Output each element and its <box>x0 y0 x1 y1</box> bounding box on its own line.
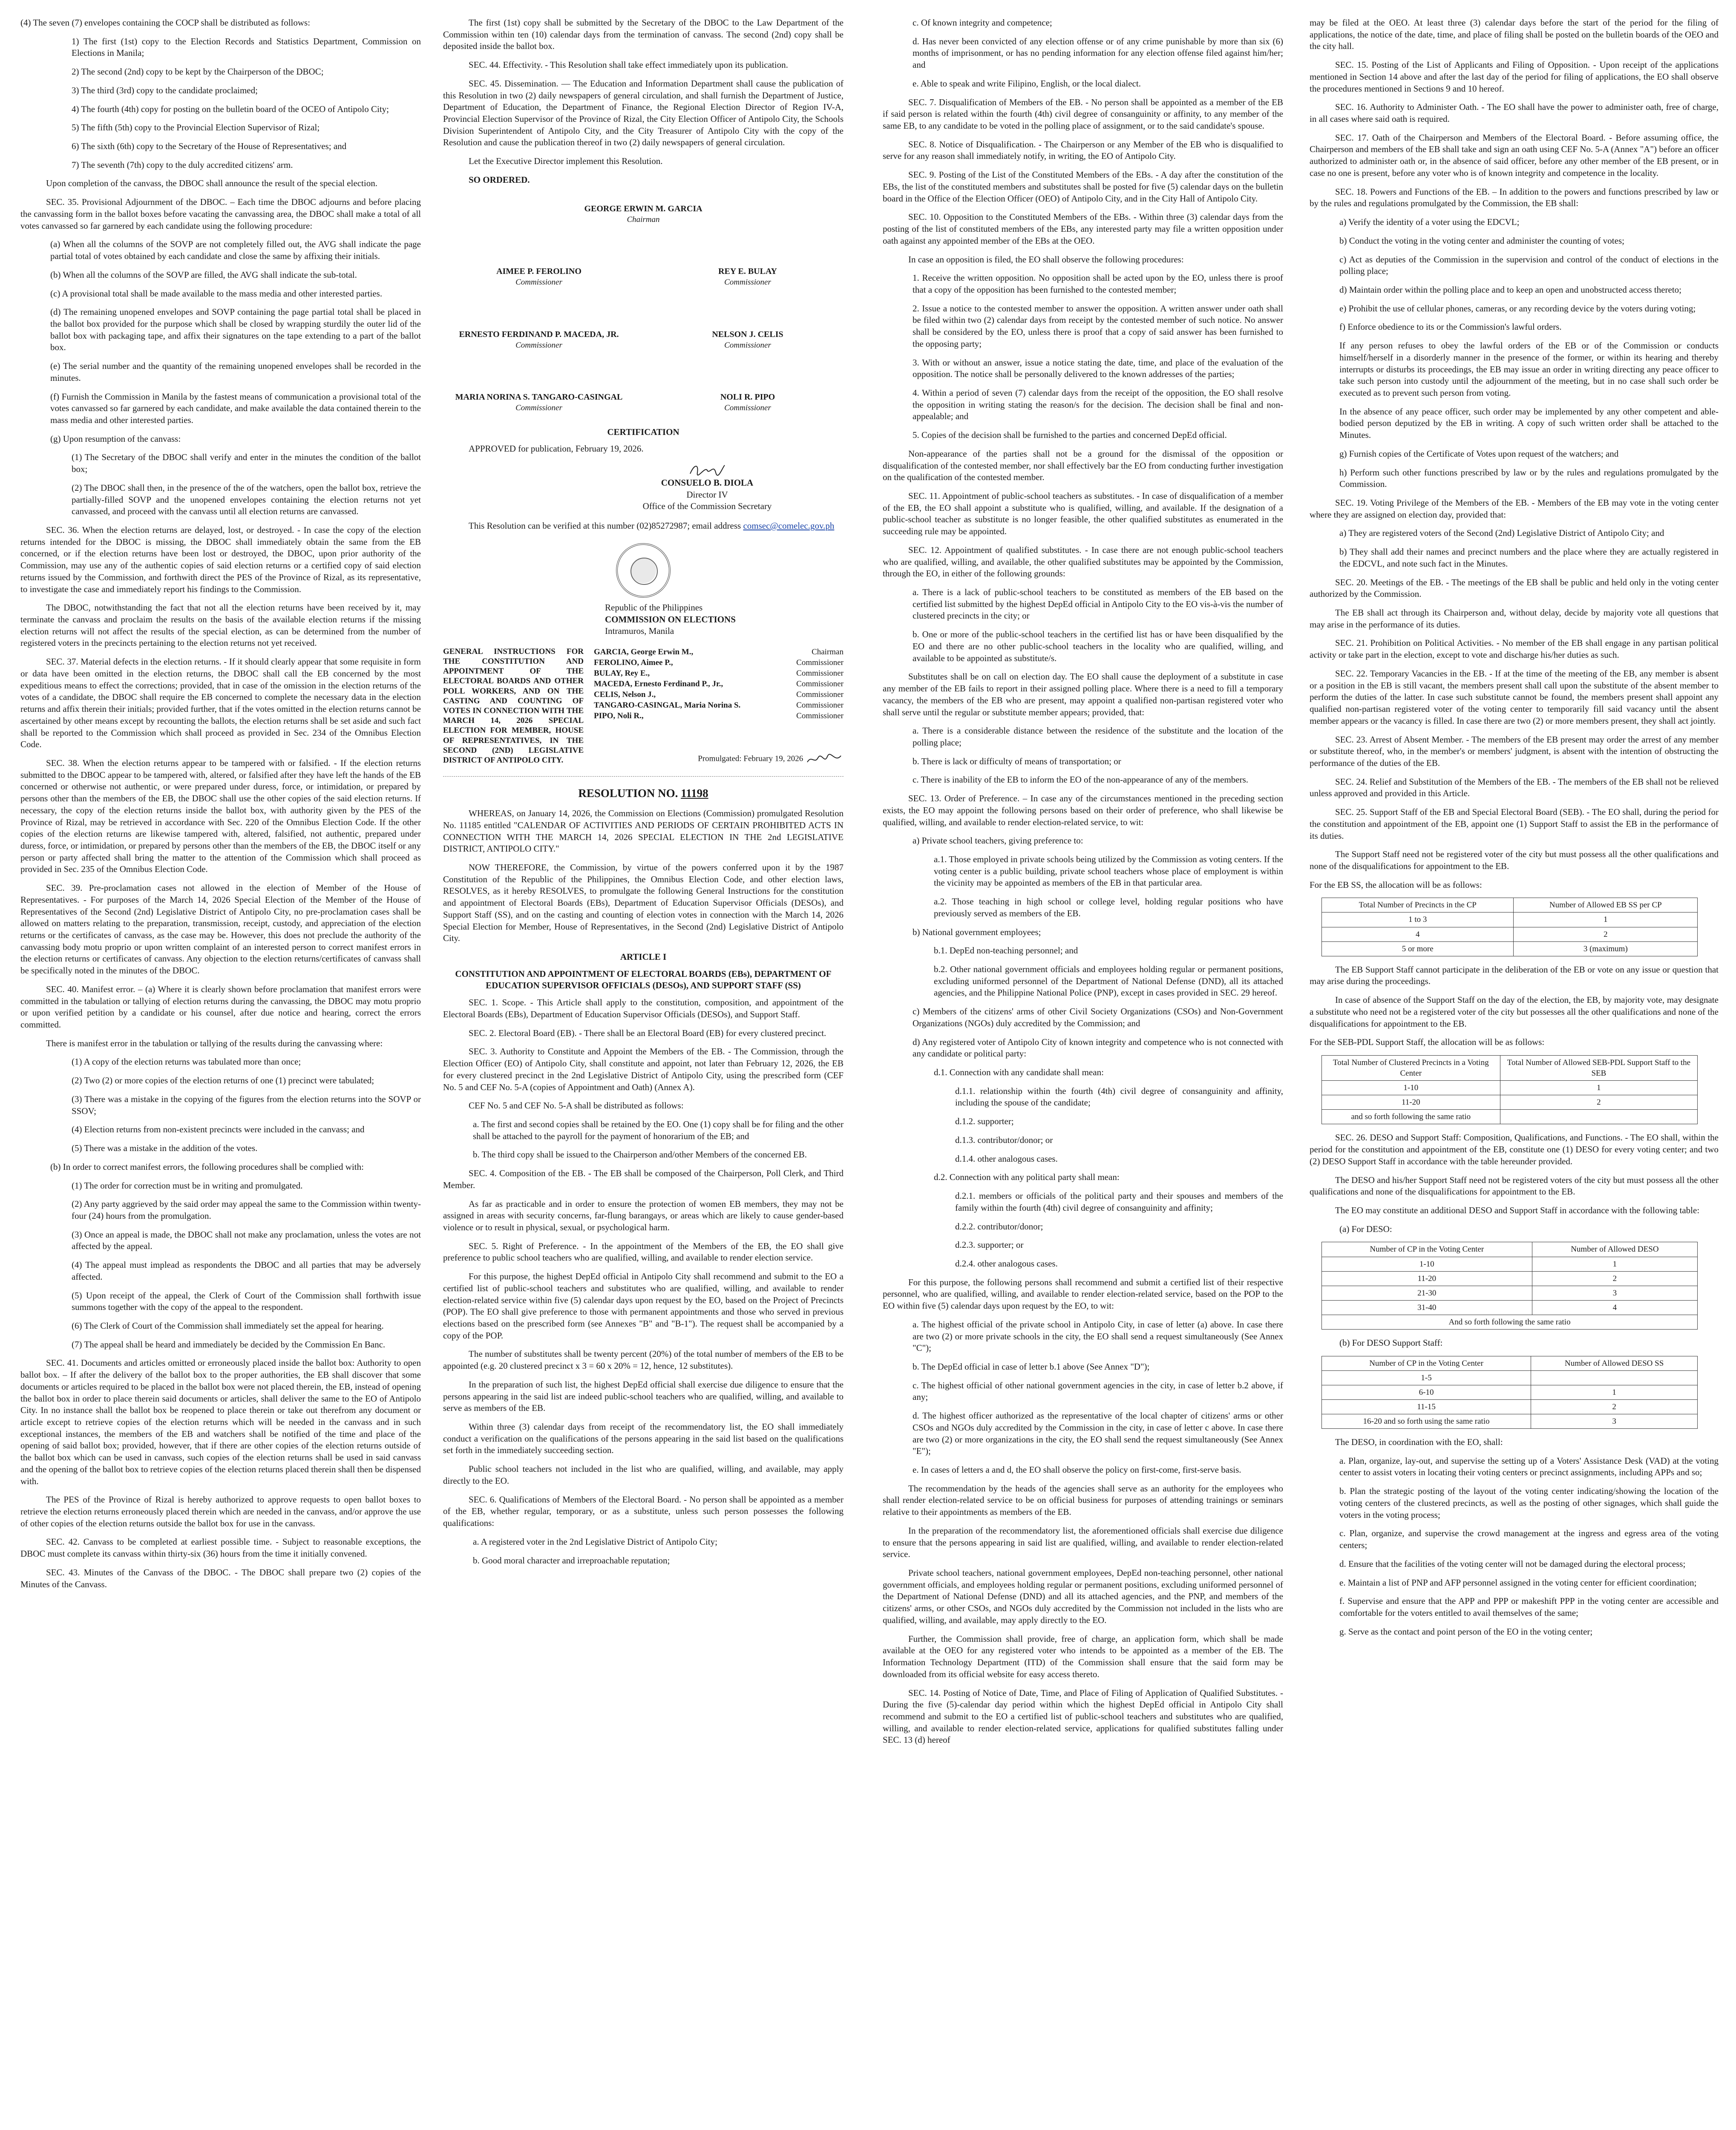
section-25: SEC. 25. Support Staff of the EB and Special Electoral Board (SEB). - The EO shall, during the period for the constitution and appointment of the EB, appoint one (1) Support Staff to assist the EB in the performance of its duties. <box>1310 807 1719 841</box>
list-item: g) Furnish copies of the Certificate of Votes upon request of the watchers; and <box>1339 448 1619 459</box>
table-cell: 5 or more <box>1322 941 1514 956</box>
comelec-seal-icon <box>616 543 671 598</box>
list-item: e. In cases of letters a and d, the EO shall observe the policy on first-come, first-serve basis. <box>913 1465 1241 1475</box>
list-item: d) Maintain order within the polling place and to keep an open and unobstructed access thereto; <box>1339 284 1681 295</box>
table-cell: 4 <box>1532 1300 1698 1315</box>
list-item: a) Verify the identity of a voter using the EDCVL; <box>1339 217 1520 227</box>
list-item: (1) The Secretary of the DBOC shall verify and enter in the minutes the condition of the ballot box; <box>72 452 421 475</box>
list-item: a.1. Those employed in private schools being utilized by the Commission as voting centers. If the voting center is a public building, private school teachers whose place of employment is within the vicinity may be appointed as members of the EB in that particular area. <box>934 854 1283 888</box>
member-title: Commissioner <box>796 690 844 699</box>
column-header: Number of Allowed DESO SS <box>1531 1356 1698 1370</box>
signatory-title: Commissioner <box>515 340 562 350</box>
list-item: 1) The first (1st) copy to the Election Records and Statistics Department, Commission on Elections in Manila; <box>72 36 421 58</box>
section-38: SEC. 38. When the election returns appear to be tampered with or falsified. - If the election returns submitted to the DBOC appear to be tampered with, altered, or falsified after they have left the hands of the EB concerned or otherwise not authentic, or were prepared under duress, force, or intimidation, or prepared by persons other than the members of the EB, the DBOC shall use the other copies of the said election returns. If necessary, the copy of the election returns inside the ballot box, with authority given by the PES of the Province of Rizal, may be retrieved in accordance with Sec. 220 of the Omnibus Election Code. If the other copies of the election returns are likewise tampered with, altered, falsified, not authentic, prepared under duress, force, or intimidation, or prepared by persons other than the members of the EB, the DBOC itself or any person or party affected shall bring the matter to the attention of the Commission which shall proceed as provided in Sec. 235 of the Omnibus Election Code. <box>20 757 421 875</box>
paragraph: In the preparation of such list, the highest DepEd official shall exercise due diligence to ensure that the persons appearing in the said list are indeed public-school teachers who are qualified, willing, and available to serve as members of the EB. <box>443 1379 844 1413</box>
section-6: SEC. 6. Qualifications of Members of the Electoral Board. - No person shall be appointed as a member of the EB, whether regular, temporary, or as a substitute, unless such person possesses the following qualifications: <box>443 1494 844 1528</box>
list-item: a. Plan, organize, lay-out, and supervise the setting up of a Voters' Assistance Desk (VAD) at the voting center to assist voters in locating their voting centers or precinct assignments, including APPs and so; <box>1339 1455 1719 1478</box>
column-header: Total Number of Precincts in the CP <box>1322 898 1514 912</box>
signatories <box>443 203 844 414</box>
table-row <box>1322 1286 1698 1300</box>
section-1: SEC. 1. Scope. - This Article shall apply to the constitution, composition, and appointment of the Electoral Boards (EBs), Department of Education Supervisor Officials (DESOs), and Support Staff. <box>443 997 844 1019</box>
member-row <box>594 689 844 700</box>
list-item: d.1.1. relationship within the fourth (4th) civil degree of consanguinity and affinity, including the spouse of the candidate; <box>955 1085 1283 1108</box>
member-name: TANGARO-CASINGAL, Maria Norina S. <box>594 701 741 710</box>
table-row <box>1322 941 1698 956</box>
section-42: SEC. 42. Canvass to be completed at earliest possible time. - Subject to reasonable exceptions, the DBOC must complete its canvass within thirty-six (36) hours from the time it initially convened. <box>20 1537 421 1559</box>
list-item: b) Conduct the voting in the voting center and administer the counting of votes; <box>1339 235 1624 246</box>
list-item: c. Of known integrity and competence; <box>913 17 1052 28</box>
member-title: Commissioner <box>796 701 844 710</box>
list-item: c. There is inability of the EB to inform the EO of the non-appearance of any of the members. <box>913 774 1249 785</box>
list-item: (1) The order for correction must be in writing and promulgated. <box>72 1180 303 1191</box>
list-item: d.2.4. other analogous cases. <box>955 1258 1058 1269</box>
section-24: SEC. 24. Relief and Substitution of the Members of the EB. - The members of the EB shall not be relieved unless approved and provided in this Article. <box>1310 776 1719 799</box>
table-cell: 11-20 <box>1322 1095 1500 1110</box>
list-item: 6) The sixth (6th) copy to the Secretary of the House of Representatives; and <box>72 141 347 152</box>
member-name: BULAY, Rey E., <box>594 669 650 678</box>
paragraph: The EB shall act through its Chairperson and, without delay, decide by majority vote all questions that may arise in the performance of its duties. <box>1310 607 1719 630</box>
list-item: (b) For DESO Support Staff: <box>1339 1337 1443 1348</box>
certifier-title: Director IV <box>686 489 728 500</box>
section-21: SEC. 21. Prohibition on Political Activities. - No member of the EB shall engage in any partisan political activity or take part in the election, except to vote and discharge his/her duties as such. <box>1310 638 1719 660</box>
paragraph: (4) The seven (7) envelopes containing the COCP shall be distributed as follows: <box>20 17 311 28</box>
certification-heading: CERTIFICATION <box>607 426 679 437</box>
list-item: b.1. DepEd non-teaching personnel; and <box>934 945 1078 956</box>
section-36: SEC. 36. When the election returns are delayed, lost, or destroyed. - In case the copy of the election returns intended for the DBOC is missing, the DBOC shall immediately obtain the same from the EB concerned, or if the election returns have been lost or destroyed, the DBOC, upon prior authority of the Commission, may use any of the authentic copies of said election returns or a certified copy of said election returns issued by the Commission, and forthwith direct the PES of the Province of Rizal, as its representative, to investigate the case and immediately report his findings to the Commission. <box>20 525 421 594</box>
list-item: c) Act as deputies of the Commission in the supervision and control of the conduct of elections in the polling place; <box>1339 254 1719 276</box>
column-4 <box>1310 17 1719 2130</box>
table-cell: 1-10 <box>1322 1081 1500 1095</box>
table-cell: 1 <box>1532 1257 1698 1271</box>
table-row <box>1322 927 1698 941</box>
member-row <box>594 711 844 721</box>
paragraph: The EB Support Staff cannot participate in the deliberation of the EB or vote on any issue or question that may arise during the proceedings. <box>1310 964 1719 987</box>
signatory-name: NELSON J. CELIS <box>712 329 783 339</box>
list-item: d.1.4. other analogous cases. <box>955 1153 1058 1164</box>
paragraph: Let the Executive Director implement this Resolution. <box>469 156 663 167</box>
paragraph: Non-appearance of the parties shall not be a ground for the dismissal of the opposition or disqualification of the contested member, nor shall effectively bar the EO from conducting further investigation on the qualification of the contested member. <box>883 448 1283 483</box>
list-item: (b) When all the columns of the SOVP are filled, the AVG shall indicate the sub-total. <box>50 269 357 280</box>
table-cell: 1 to 3 <box>1322 912 1514 927</box>
signatory-name: AIMEE P. FEROLINO <box>496 267 582 276</box>
signatory <box>652 266 844 288</box>
verification-label: This Resolution can be verified at this number (02)85272987; email address <box>469 521 741 531</box>
list-item: e. Able to speak and write Filipino, English, or the local dialect. <box>913 78 1141 89</box>
paragraph: The PES of the Province of Rizal is hereby authorized to approve requests to open ballot boxes to retrieve the election returns erroneously placed therein which are needed in the canvass, and/or approve the use of other copies of the election returns outside the ballot box for use in the canvass. <box>20 1494 421 1528</box>
paragraph: Within three (3) calendar days from receipt of the recommendatory list, the EO shall immediately conduct a verification on the qualifications of the persons appearing in the said list based on the qualifications set forth in the immediately succeeding section. <box>443 1422 844 1456</box>
signatory-name: ERNESTO FERDINAND P. MACEDA, JR. <box>459 329 619 339</box>
certifier-office: Office of the Commission Secretary <box>642 501 772 512</box>
list-item: g. Serve as the contact and point person of the EO in the voting center; <box>1339 1626 1593 1637</box>
list-item: a. The highest official of the private school in Antipolo City, in case of letter (a) above. In case there are two (2) or more private schools in the city, the EO shall send a request simultaneously (See Annex "C"); <box>913 1319 1283 1353</box>
list-item: (2) The DBOC shall then, in the presence of the of the watchers, open the ballot box, retrieve the partially-filled SOVP and the unopened envelopes containing the election returns not yet canvassed, and proceed with the canvass until all election returns are canvassed. <box>72 482 421 517</box>
member-name: CELIS, Nelson J., <box>594 690 656 699</box>
email-link[interactable]: comsec@comelec.gov.ph <box>743 521 835 531</box>
list-item: 2) The second (2nd) copy to be kept by the Chairperson of the DBOC; <box>72 66 324 77</box>
section-9: SEC. 9. Posting of the List of the Constituted Members of the EBs. - A day after the constitution of the EBs, the list of the constituted members and substitutes shall be posted for five (5) calendar days on the bulletin board in the Office of the Election Officer (OEO) of Antipolo City, and in the City Hall of Antipolo City. <box>883 170 1283 204</box>
paragraph: Substitutes shall be on call on election day. The EO shall cause the deployment of a substitute in case any member of the EB fails to report in their assigned polling place. Where there is a need to fill a temporary vacancy, the members of the EB who are present, may appoint a qualified non-partisan registered voter who shall serve until the regular or substitute member appears; provided, that: <box>883 671 1283 717</box>
now-therefore-clause: NOW THEREFORE, the Commission, by virtue of the powers conferred upon it by the 1987 Constitution of the Republic of the Philippines, the Omnibus Election Code, and other election laws, RESOLVES, as it hereby RESOLVES, to promulgate the following General Instructions for the constitution and appointment of Electoral Boards (EBs), Department of Education Supervisor Officials (DESOs), and Support Staff (SS), and on the casting and counting of election votes in connection with the March 14, 2026 Special Election for Member, House of Representatives, in the Second (2nd) Legislative District of Antipolo City. <box>443 862 844 944</box>
table-cell: 16-20 and so forth using the same ratio <box>1322 1414 1531 1428</box>
paragraph: The DBOC, notwithstanding the fact that not all the election returns have been received by it, may terminate the canvass and proclaim the results on the basis of the available election returns if the missing election returns will not affect the results of the special election, as can be determined from the number of registered voters in the precincts pertaining to the election returns not yet received. <box>20 602 421 648</box>
section-45: SEC. 45. Dissemination. — The Education and Information Department shall cause the publication of this Resolution in two (2) daily newspapers of general circulation, and shall furnish the Department of Justice, Department of Education, the Department of Finance, the Regional Election Director of Region IV-A, Provincial Election Supervisor of the Province of Rizal, the City Election Officer of Antipolo City, the Schools Division Superintendent of Antipolo City, and the City Treasurer of Antipolo City with the copy of the Resolution and cause the publication thereof in two (2) daily newspapers of general circulation. <box>443 78 844 148</box>
member-row <box>594 700 844 711</box>
table-row <box>1322 1081 1698 1095</box>
list-item: d. Has never been convicted of any election offense or of any crime punishable by more than six (6) months of imprisonment, or has no pending information for any election offense filed against him/her; and <box>913 36 1283 70</box>
list-item: d.1.2. supporter; <box>955 1116 1014 1127</box>
section-22: SEC. 22. Temporary Vacancies in the EB. - If at the time of the meeting of the EB, any member is absent or a position in the EB is still vacant, the members present shall call upon the substitute of the absent member to perform the duties of the latter. In case such substitute cannot be found, the members present shall appoint any qualified non-partisan registered voter of the voting center to temporarily fill said vacancy until the absent member appears or the vacancy is filled. In case there are two (2) or more members present, they shall act jointly. <box>1310 668 1719 726</box>
list-item: (6) The Clerk of Court of the Commission shall immediately set the appeal for hearing. <box>72 1320 384 1331</box>
paragraph: Further, the Commission shall provide, free of charge, an application form, which shall be made available at the OEO for any registered voter who intends to be appointed as a member of the EB. The Information Technology Department (ITD) of the Commission shall ensure that the said form may be downloaded from its official website for easy access thereto. <box>883 1633 1283 1679</box>
list-item: c. The highest official of other national government agencies in the city, in case of letter b.2 above, if any; <box>913 1380 1283 1402</box>
section-5: SEC. 5. Right of Preference. - In the appointment of the Members of the EB, the EO shall give preference to public school teachers who are qualified, willing, and available to render election service. <box>443 1241 844 1263</box>
section-4: SEC. 4. Composition of the EB. - The EB shall be composed of the Chairperson, Poll Clerk, and Third Member. <box>443 1168 844 1190</box>
paragraph: In case an opposition is filed, the EO shall observe the following procedures: <box>908 254 1184 265</box>
signatory <box>443 203 844 225</box>
paragraph: For the EB SS, the allocation will be as follows: <box>1310 879 1482 890</box>
list-item: 1. Receive the written opposition. No opposition shall be acted upon by the EO, unless there is proof that a copy of the opposition has been furnished to the contested member; <box>913 273 1283 295</box>
agency-header <box>605 602 844 637</box>
table-cell: 1-10 <box>1322 1257 1532 1271</box>
table-cell: 31-40 <box>1322 1300 1532 1315</box>
table-cell: and so forth following the same ratio <box>1322 1110 1500 1124</box>
paragraph: The first (1st) copy shall be submitted by the Secretary of the DBOC to the Law Department of the Commission within ten (10) calendar days from the termination of canvass. The second (2nd) copy shall be deposited inside the ballot box. <box>443 17 844 52</box>
member-title: Chairman <box>812 647 844 656</box>
signatory-name: REY E. BULAY <box>718 267 777 276</box>
list-item: c) Members of the citizens' arms of other Civil Society Organizations (CSOs) and Non-Government Organizations (NGOs) duly accredited by the Commission; and <box>913 1006 1283 1028</box>
signatory-title: Commissioner <box>724 403 771 413</box>
column-1 <box>20 17 421 2130</box>
section-37: SEC. 37. Material defects in the election returns. - If it should clearly appear that some requisite in form or data have been omitted in the election returns, the DBOC shall call the EB concerned by the most expeditious means to effect the corrections; provided, that in case of the omission in the election returns of the votes of a candidate, the DBOC shall require the EB concerned to complete the necessary data in the election returns and affix therein their initials; provided further, that if the votes omitted in the election returns cannot be ascertained by other means except by recounting the ballots, the election returns shall be set aside and such fact shall be reported to the Commission which shall proceed as provided in Sec. 234 of the Omnibus Election Code. <box>20 656 421 750</box>
section-17: SEC. 17. Oath of the Chairperson and Members of the Electoral Board. - Before assuming office, the Chairperson and members of the EB shall take and sign an oath using CEF No. 5-A (Annex "A") before an officer authorized to administer oath or, in the absence of said officer, before any other member of the EB present, or in case no one is present, before any voter who is of known integrity and competence in the locality. <box>1310 132 1719 178</box>
column-header: Number of CP in the Voting Center <box>1322 1356 1531 1370</box>
list-item: a) They are registered voters of the Second (2nd) Legislative District of Antipolo City; and <box>1339 528 1664 538</box>
list-item: (d) The remaining unopened envelopes and SOVP containing the page partial total shall be placed in the ballot box provided for the purpose which shall be closed by wrapping sturdily the outer lid of the ballot box with packaging tape, and affix their signatures on the tape extending to a part of the ballot box. <box>50 307 421 353</box>
table-cell: 3 (maximum) <box>1514 941 1698 956</box>
section-7: SEC. 7. Disqualification of Members of the EB. - No person shall be appointed as a member of the EB if said person is related within the fourth (4th) civil degree of consanguinity or affinity, to any member of the same EB, to any candidate to be voted in the polling place of assignment, or to the said candidate's spouse. <box>883 97 1283 131</box>
promulgation <box>594 751 844 767</box>
list-item: (f) Furnish the Commission in Manila by the fastest means of communication a provisional total of the votes canvassed so far garnered by each candidate, and make available the data contained therein to the mass media and other interested parties. <box>50 391 421 425</box>
list-item: f. Supervise and ensure that the APP and PPP or makeshift PPP in the voting center are accessible and comfortable for the voters entitled to avail themselves of the same; <box>1339 1596 1719 1618</box>
list-item: f) Enforce obedience to its or the Commission's lawful orders. <box>1339 322 1562 332</box>
list-item: b. One or more of the public-school teachers in the certified list has or have been disqualified by the EO and there are no other public-school teachers in the locality who are qualified, willing, and available to be appointed as substitute/s. <box>913 629 1283 663</box>
table-row <box>1322 1300 1698 1315</box>
list-item: (b) In order to correct manifest errors, the following procedures shall be complied with: <box>50 1161 364 1172</box>
table-row <box>1322 1095 1698 1110</box>
signatory <box>652 329 844 351</box>
table-cell <box>1500 1110 1698 1124</box>
so-ordered: SO ORDERED. <box>469 174 530 185</box>
table-cell: 1 <box>1531 1385 1698 1399</box>
section-40: SEC. 40. Manifest error. – (a) Where it is clearly shown before proclamation that manifest errors were committed in the tabulation or tallying of election returns during the canvassing, the DBOC may motu proprio or upon verified petition by a candidate or his counsel, after due notice and hearing, correct the errors committed. <box>20 984 421 1030</box>
table-cell: 2 <box>1531 1399 1698 1414</box>
list-item: a. There is a lack of public-school teachers to be constituted as members of the EB based on the certified list submitted by the highest DepEd official in Antipolo City to the EO vis-à-vis the number of clustered precincts in the city; or <box>913 587 1283 621</box>
section-12: SEC. 12. Appointment of qualified substitutes. - In case there are not enough public-school teachers who are qualified, willing, and available, the other qualified substitutes may be appointed by the Commission, through the EO, in either of the following grounds: <box>883 544 1283 579</box>
list-item: d.2.1. members or officials of the political party and their spouses and members of the family within the fourth (4th) civil degree of consanguinity and affinity; <box>955 1191 1283 1213</box>
table-row <box>1322 1385 1698 1399</box>
section-26: SEC. 26. DESO and Support Staff: Composition, Qualifications, and Functions. - The EO shall, within the period for the constitution and appointment of the EB, constitute one (1) DESO for every voting center; and two (2) DESO Support Staff in accordance with the table hereunder provided. <box>1310 1132 1719 1166</box>
list-item: e) Prohibit the use of cellular phones, cameras, or any recording device by the voters during voting; <box>1339 303 1696 314</box>
paragraph: The DESO, in coordination with the EO, shall: <box>1335 1437 1503 1448</box>
list-item: (2) Two (2) or more copies of the election returns of one (1) precinct were tabulated; <box>72 1075 374 1086</box>
republic-line: Republic of the Philippines <box>605 602 703 613</box>
list-item: b. The third copy shall be issued to the Chairperson and/other Members of the concerned EB. <box>473 1149 807 1160</box>
paragraph: The EO may constitute an additional DESO and Support Staff in accordance with the following table: <box>1335 1205 1700 1216</box>
list-item: 5. Copies of the decision shall be furnished to the parties and concerned DepEd official. <box>913 430 1227 440</box>
signatory-name: NOLI R. PIPO <box>720 392 775 402</box>
list-item: a.2. Those teaching in high school or college level, holding regular positions who have previously served as members of the EB. <box>934 896 1283 918</box>
resolution-subject: GENERAL INSTRUCTIONS FOR THE CONSTITUTION AND APPOINTMENT OF THE ELECTORAL BOARDS AND OTHER POLL WORKERS, AND ON THE CASTING AND COUNTING OF VOTES IN CONNECTION WITH THE MARCH 14, 2026 SPECIAL ELECTION FOR MEMBER, HOUSE OF REPRESENTATIVES, IN THE SECOND (2ND) LEGISLATIVE DISTRICT OF ANTIPOLO CITY. <box>443 647 584 765</box>
deso-ss-allocation-table <box>1321 1356 1698 1429</box>
member-row <box>594 679 844 689</box>
list-item: 2. Issue a notice to the contested member to answer the opposition. A written answer under oath shall be filed within two (2) calendar days from receipt by the contested member of such notice. No answer shall be considered by the EO, unless there is proof that a copy of said answer has been furnished to the opposing party; <box>913 303 1283 349</box>
promulgation-date: Promulgated: February 19, 2026 <box>698 754 803 763</box>
paragraph: Upon completion of the canvass, the DBOC shall announce the result of the special election. <box>46 178 377 189</box>
signatory-name: GEORGE ERWIN M. GARCIA <box>584 204 702 213</box>
resolution-label: RESOLUTION NO. <box>578 786 678 800</box>
member-row <box>594 647 844 657</box>
eb-ss-allocation-table <box>1321 898 1698 956</box>
list-item: d. The highest officer authorized as the representative of the local chapter of citizens' arms or other CSOs and NGOs duly accredited by the Commission in the city, in case of letter c above. In case there are two (2) or more organizations in the city, the EO shall send the request simultaneously (See Annex "E"); <box>913 1410 1283 1456</box>
column-header: Total Number of Allowed SEB-PDL Support Staff to the SEB <box>1500 1056 1698 1081</box>
signatory-title: Commissioner <box>515 278 562 287</box>
list-item: b. Good moral character and irreproachable reputation; <box>473 1555 670 1566</box>
table-cell: 6-10 <box>1322 1385 1531 1399</box>
list-item: 5) The fifth (5th) copy to the Provincial Election Supervisor of Rizal; <box>72 122 320 133</box>
section-35: SEC. 35. Provisional Adjournment of the DBOC. – Each time the DBOC adjourns and before placing the canvassing form in the ballot boxes before vacating the canvassing area, the DBOC shall make a total of all votes canvassed so far garnered by each candidate using the following procedure: <box>20 197 421 231</box>
table-cell: 2 <box>1500 1095 1698 1110</box>
list-item: b. The DepEd official in case of letter b.1 above (See Annex "D"); <box>913 1361 1150 1372</box>
member-name: PIPO, Noli R., <box>594 711 644 721</box>
paragraph: The DESO and his/her Support Staff need not be registered voters of the city but must possess all the other qualifications and none of the disqualifications for appointment to the EB. <box>1310 1174 1719 1197</box>
member-title: Commissioner <box>796 711 844 721</box>
list-item: 7) The seventh (7th) copy to the duly accredited citizens' arm. <box>72 159 293 170</box>
list-item: (4) Election returns from non-existent precincts were included in the canvass; and <box>72 1124 365 1135</box>
column-2 <box>443 17 844 2130</box>
list-item: a. There is a considerable distance between the residence of the substitute and the location of the polling place; <box>913 725 1283 748</box>
signatory <box>652 391 844 413</box>
list-item: (2) Any party aggrieved by the said order may appeal the same to the Commission within twenty-four (24) hours from the promulgation. <box>72 1199 421 1221</box>
member-title: Commissioner <box>796 669 844 678</box>
section-10: SEC. 10. Opposition to the Constituted Members of the EBs. - Within three (3) calendar days from the posting of the list of constituted members of the EBs, any interested party may file a written opposition under oath against any appointed member of the EBs at the OEO. <box>883 212 1283 246</box>
table-cell: 1-5 <box>1322 1370 1531 1385</box>
list-item: (5) There was a mistake in the addition of the votes. <box>72 1143 258 1154</box>
signatory-title: Chairman <box>627 215 660 225</box>
list-item: (1) A copy of the election returns was tabulated more than once; <box>72 1056 301 1067</box>
section-19: SEC. 19. Voting Privilege of the Members of the EB. - Members of the EB may vote in the voting center where they are assigned on election day, provided that: <box>1310 498 1719 520</box>
list-item: 4. Within a period of seven (7) calendar days from the receipt of the opposition, the EO shall resolve the opposition in writing stating the reason/s for the decision. The decision shall be final and non-appealable; and <box>913 387 1283 422</box>
paragraph: may be filed at the OEO. At least three (3) calendar days before the start of the period for the filing of applications, the notice of the date, time, and place of filing shall be posted on the bulletin boards of the OEO and the city hall. <box>1310 17 1719 52</box>
table-cell <box>1531 1370 1698 1385</box>
list-item: d.2.3. supporter; or <box>955 1240 1024 1250</box>
column-header: Number of Allowed DESO <box>1532 1242 1698 1257</box>
table-cell: 3 <box>1531 1414 1698 1428</box>
section-14: SEC. 14. Posting of Notice of Date, Time, and Place of Filing of Application of Qualified Substitutes. - During the five (5)-calendar day period within which the highest DepEd official in Antipolo City shall recommend and submit to the EO a certified list of public-school teachers and substitutes who are qualified, willing, and available to render election-related service, applications for qualified substitutes falling under SEC. 13 (d) hereof <box>883 1687 1283 1745</box>
whereas-clause: WHEREAS, on January 14, 2026, the Commission on Elections (Commission) promulgated Resolution No. 11185 entitled "CALENDAR OF ACTIVITIES AND PERIODS OF CERTAIN PROHIBITED ACTS IN CONNECTION WITH THE MARCH 14, 2026 SPECIAL ELECTION IN THE 2nd LEGISLATIVE DISTRICT, ANTIPOLO CITY." <box>443 808 844 854</box>
list-item: (a) For DESO: <box>1339 1223 1392 1234</box>
table-cell: 11-15 <box>1322 1399 1531 1414</box>
table-cell: 1 <box>1500 1081 1698 1095</box>
section-11: SEC. 11. Appointment of public-school teachers as substitutes. - In case of disqualification of a member of the EB, the EO shall appoint a substitute who is qualified, willing, and available. If the designation of a public-school teacher as substitute is no longer feasible, the other qualified substitutes as enumerated in the succeeding rule may be appointed. <box>883 491 1283 537</box>
paragraph: For this purpose, the highest DepEd official in Antipolo City shall recommend and submit to the EO a certified list of public-school teachers and substitutes who are qualified, willing, and available to render election-related service within five (5) calendar days upon request by the EO, based on the Project of Precincts (POP). The EO shall give preference to those with permanent appointments and those who served in previous elections based on the prescribed form (see Annexes "B" and "B-1"). The request shall be accompanied by a copy of the POP. <box>443 1271 844 1341</box>
list-item: b) National government employees; <box>913 927 1041 937</box>
resolution-title <box>443 786 844 801</box>
signatory-name: MARIA NORINA S. TANGARO-CASINGAL <box>455 392 623 402</box>
paragraph: The Support Staff need not be registered voter of the city but must possess all the other qualifications and none of the disqualifications for appointment to the EB. <box>1310 849 1719 871</box>
table-row <box>1322 1370 1698 1385</box>
article-title: ARTICLE I <box>620 952 667 962</box>
verification-text <box>443 520 844 532</box>
list-item: a. A registered voter in the 2nd Legislative District of Antipolo City; <box>473 1536 717 1547</box>
table-row <box>1322 1399 1698 1414</box>
deso-allocation-table <box>1321 1242 1698 1329</box>
member-name: GARCIA, George Erwin M., <box>594 647 694 656</box>
paragraph: CEF No. 5 and CEF No. 5-A shall be distributed as follows: <box>469 1100 684 1111</box>
section-18: SEC. 18. Powers and Functions of the EB. – In addition to the powers and functions prescribed by law or by the rules and regulations promulgated by the Commission, the EB shall: <box>1310 186 1719 209</box>
section-3: SEC. 3. Authority to Constitute and Appoint the Members of the EB. - The Commission, through the Election Officer (EO) of Antipolo City, shall constitute and appoint, not later than February 12, 2026, the EB for every clustered precinct in the 2nd Legislative District of Antipolo City, using the prescribed form (CEF No. 5 and CEF No. 5-A (copies of Appointment and Oath) (Annex A). <box>443 1046 844 1092</box>
section-39: SEC. 39. Pre-proclamation cases not allowed in the election of Member of the House of Representatives. - For purposes of the March 14, 2026 Special Election of the Member of the House of Representatives of the Second (2nd) Legislative District of Antipolo City, no pre-proclamation cases shall be allowed on matters relating to the preparation, transmission, receipt, custody, and appreciation of the election returns or the certificates of canvass, as the case may be. However, this does not preclude the authority of the canvassing body motu proprio or upon written complaint of an interested person to correct manifest errors in the election returns or certificates of canvass. Any objection to the election returns/certificates of canvass shall be specifically noted in the minutes of the DBOC. <box>20 883 421 976</box>
list-item: d) Any registered voter of Antipolo City of known integrity and competence who is not connected with any candidate or political party: <box>913 1036 1283 1059</box>
list-item: a. The first and second copies shall be retained by the EO. One (1) copy shall be for filing and the other shall be attached to the payroll for the payment of honorarium of the EB; and <box>473 1119 844 1141</box>
signature-icon <box>688 462 726 477</box>
paragraph: There is manifest error in the tabulation or tallying of the results during the canvassing where: <box>46 1038 383 1048</box>
section-13: SEC. 13. Order of Preference. – In case any of the circumstances mentioned in the preceding section exists, the EO may appoint the following persons based on their order of preference, who shall likewise be qualified, willing, and available to render election-related service, to wit: <box>883 793 1283 827</box>
column-3 <box>883 17 1283 2130</box>
table-header-row <box>1322 1056 1698 1081</box>
list-item: e. Maintain a list of PNP and AFP personnel assigned in the voting center for efficient coordination; <box>1339 1577 1697 1588</box>
member-name: MACEDA, Ernesto Ferdinand P., Jr., <box>594 679 723 689</box>
list-item: 3. With or without an answer, issue a notice stating the date, time, and place of the evaluation of the opposition. The notice shall be personally delivered to the known addresses of the parties; <box>913 357 1283 380</box>
list-item: (7) The appeal shall be heard and immediately be decided by the Commission En Banc. <box>72 1339 386 1350</box>
section-23: SEC. 23. Arrest of Absent Member. - The members of the EB present may order the arrest of any member or substitute thereof, who, in the member's or members' judgment, is absent with the intention of obstructing the performance of the duties of the EB. <box>1310 734 1719 768</box>
section-2: SEC. 2. Electoral Board (EB). - There shall be an Electoral Board (EB) for every clustered precinct. <box>469 1028 826 1038</box>
list-item: d.1.3. contributor/donor; or <box>955 1134 1053 1145</box>
table-cell: 2 <box>1532 1271 1698 1286</box>
signatory <box>443 329 635 351</box>
table-row <box>1322 912 1698 927</box>
paragraph: For the SEB-PDL Support Staff, the allocation will be as follows: <box>1310 1037 1545 1048</box>
column-header: Number of Allowed EB SS per CP <box>1514 898 1698 912</box>
list-item: h) Perform such other functions prescribed by law or by the rules and regulations promulgated by the Commission. <box>1339 467 1719 489</box>
list-item: a) Private school teachers, giving preference to: <box>913 835 1083 846</box>
table-header-row <box>1322 1356 1698 1370</box>
table-row <box>1322 1414 1698 1428</box>
list-item: (4) The appeal must implead as respondents the DBOC and all parties that may be adversely affected. <box>72 1260 421 1282</box>
paragraph: The recommendation by the heads of the agencies shall serve as an authority for the employees who shall render election-related service to be on official business for purposes of attending trainings or seminars relative to their appointments as members of the EB. <box>883 1483 1283 1517</box>
paragraph: As far as practicable and in order to ensure the protection of women EB members, they may not be assigned in areas with security concerns, far-flung barangays, or areas which are likely to cause gender-based violence or to result in physical, sexual, or psychological harm. <box>443 1198 844 1232</box>
list-item: 3) The third (3rd) copy to the candidate proclaimed; <box>72 85 258 95</box>
column-header: Number of CP in the Voting Center <box>1322 1242 1532 1257</box>
member-row <box>594 657 844 668</box>
certifier-name: CONSUELO B. DIOLA <box>661 477 754 488</box>
signatory-title: Commissioner <box>515 403 562 413</box>
signatory <box>443 266 635 288</box>
table-cell: 3 <box>1532 1286 1698 1300</box>
table-header-row <box>1322 1242 1698 1257</box>
section-8: SEC. 8. Notice of Disqualification. - The Chairperson or any Member of the EB who is disqualified to serve for any reason shall immediately notify, in writing, the EO of Antipolo City. <box>883 139 1283 161</box>
agency-address: Intramuros, Manila <box>605 626 674 636</box>
signatory-title: Commissioner <box>724 278 771 287</box>
paragraph: Public school teachers not included in the list who are qualified, willing, and available, may apply directly to the EO. <box>443 1464 844 1486</box>
paragraph: If any person refuses to obey the lawful orders of the EB or of the Commission or conducts himself/herself in a disorderly manner in the presence of the former, or within its hearing and thereby interrupts or disturbs its proceedings, the EB may issue an order in writing directing any peace officer to take such person into custody until the adjournment of the meeting, but in no case shall such order be executed as to prevent such person from voting. <box>1339 340 1719 398</box>
section-20: SEC. 20. Meetings of the EB. - The meetings of the EB shall be public and held only in the voting center authorized by the Commission. <box>1310 577 1719 599</box>
table-row <box>1322 1315 1698 1329</box>
paragraph: In case of absence of the Support Staff on the day of the election, the EB, by majority vote, may designate a substitute who need not be a registered voter of the city but possesses all the other qualifications and none of the disqualifications for appointment to the EB. <box>1310 995 1719 1029</box>
list-item: c. Plan, organize, and supervise the crowd management at the ingress and egress area of the voting centers; <box>1339 1528 1719 1551</box>
paragraph: Private school teachers, national government employees, DepEd non-teaching personnel, other national government officials, and employees holding regular or permanent positions, excluding uniformed personnel of the Department of National Defense (DND) and all its attached agencies, and the PNP, and members of the citizens' arms, or other CSOs, and NGOs duly accredited by the Commission not included in the lists who are qualified, willing, and available, may apply directly to the EO. <box>883 1568 1283 1625</box>
section-43: SEC. 43. Minutes of the Canvass of the DBOC. - The DBOC shall prepare two (2) copies of the Minutes of the Canvass. <box>20 1567 421 1589</box>
certification-text: APPROVED for publication, February 19, 2026. <box>469 443 644 454</box>
list-item: (3) Once an appeal is made, the DBOC shall not make any proclamation, unless the votes are not affected by the appeal. <box>72 1229 421 1252</box>
list-item: b) They shall add their names and precinct numbers and the place where they are actually registered in the EDCVL, and note such fact in the Minutes. <box>1339 547 1719 569</box>
resolution-number: 11198 <box>681 786 708 800</box>
signature-icon <box>805 751 844 767</box>
list-item: (5) Upon receipt of the appeal, the Clerk of Court of the Commission shall forthwith issue summons together with the copy of the appeal to the respondent. <box>72 1290 421 1313</box>
list-item: d.1. Connection with any candidate shall mean: <box>934 1067 1104 1078</box>
table-header-row <box>1322 898 1698 912</box>
table-row <box>1322 1257 1698 1271</box>
table-cell: 21-30 <box>1322 1286 1532 1300</box>
table-cell: 1 <box>1514 912 1698 927</box>
section-41: SEC. 41. Documents and articles omitted or erroneously placed inside the ballot box: Authority to open ballot box. – If after the delivery of the ballot box to the proper authorities, the EB shall discover that some documents or articles required to be placed in the ballot box were not placed therein, the EB, instead of opening the ballot box in order to place therein said documents or articles, shall deliver the same to the EO of Antipolo City. In no instance shall the ballot box be reopened to place therein or take out therefrom any document or article except to retrieve copies of the election returns which will be needed in the canvass and in such exceptional instances, the members of the EB and watchers shall be notified of the time and place of the opening of said ballot box; provided, however, that if there are other copies of the election returns outside of the ballot box which can be used in canvass, such copies of the election returns shall be used in said canvass and the opening of the ballot box to retrieve copies of the election returns placed therein shall then be dispensed with. <box>20 1358 421 1486</box>
article-subtitle: CONSTITUTION AND APPOINTMENT OF ELECTORAL BOARDS (EBs), DEPARTMENT OF EDUCATION SUPERVISOR OFFICIALS (DESOs), AND SUPPORT STAFF (SS) <box>455 968 832 991</box>
table-cell: 4 <box>1322 927 1514 941</box>
list-item: b.2. Other national government officials and employees holding regular or permanent positions, excluding uniformed personnel of the Department of National Defense (DND), all its attached agencies, and the Philippine National Police (PNP), except in cases provided in SEC. 29 hereof. <box>934 964 1283 998</box>
paragraph: In the absence of any peace officer, such order may be implemented by any other competent and able-bodied person deputized by the EB in writing. A copy of such written order shall be attached to the Minutes. <box>1339 406 1719 440</box>
table-row <box>1322 1271 1698 1286</box>
member-name: FEROLINO, Aimee P., <box>594 658 673 668</box>
seb-pdl-allocation-table <box>1321 1055 1698 1124</box>
commission-members <box>594 647 844 767</box>
list-item: d.2.2. contributor/donor; <box>955 1221 1043 1232</box>
list-item: (a) When all the columns of the SOVP are not completely filled out, the AVG shall indicate the page partial total of votes obtained by each candidate and close the same by affixing their initials. <box>50 239 421 262</box>
list-item: 4) The fourth (4th) copy for posting on the bulletin board of the OCEO of Antipolo City; <box>72 104 389 114</box>
list-item: d. Ensure that the facilities of the voting center will not be damaged during the electoral process; <box>1339 1558 1686 1569</box>
list-item: (3) There was a mistake in the copying of the figures from the election returns into the SOVP or SSOV; <box>72 1094 421 1116</box>
list-item: d.2. Connection with any political party shall mean: <box>934 1172 1120 1183</box>
column-header: Total Number of Clustered Precincts in a Voting Center <box>1322 1056 1500 1081</box>
signatory <box>443 391 635 413</box>
section-44: SEC. 44. Effectivity. - This Resolution shall take effect immediately upon its publication. <box>469 60 788 70</box>
list-item: (e) The serial number and the quantity of the remaining unopened envelopes shall be recorded in the minutes. <box>50 361 421 383</box>
agency-name: COMMISSION ON ELECTIONS <box>605 614 736 625</box>
member-title: Commissioner <box>796 679 844 689</box>
member-title: Commissioner <box>796 658 844 668</box>
member-row <box>594 668 844 679</box>
table-row <box>1322 1110 1698 1124</box>
list-item: (g) Upon resumption of the canvass: <box>50 433 181 444</box>
certifier <box>571 462 844 512</box>
paragraph: For this purpose, the following persons shall recommend and submit a certified list of their respective personnel, who are qualified, willing, and available to render election-related service, based on the POP to the EO within five (5) calendar days upon request by the EO, to wit: <box>883 1277 1283 1311</box>
divider <box>443 776 844 777</box>
signatory-title: Commissioner <box>724 340 771 350</box>
section-16: SEC. 16. Authority to Administer Oath. - The EO shall have the power to administer oath, free of charge, in all cases where said oath is required. <box>1310 102 1719 124</box>
paragraph: In the preparation of the recommendatory list, the aforementioned officials shall exercise due diligence to ensure that the persons appearing in said list are qualified, willing, and available to render election-related service. <box>883 1525 1283 1560</box>
table-cell: 11-20 <box>1322 1271 1532 1286</box>
table-cell: 2 <box>1514 927 1698 941</box>
list-item: (c) A provisional total shall be made available to the mass media and other interested parties. <box>50 288 383 299</box>
list-item: b. There is lack or difficulty of means of transportation; or <box>913 756 1121 766</box>
table-cell: And so forth following the same ratio <box>1322 1315 1698 1329</box>
paragraph: The number of substitutes shall be twenty percent (20%) of the total number of members of the EB to be appointed (e.g. 20 clustered precinct x 3 = 60 x 20% = 12, hence, 12 substitutes). <box>443 1349 844 1371</box>
list-item: b. Plan the strategic posting of the layout of the voting center indicating/showing the location of the voting centers of the clustered precincts, as well as the posting of other signages, which shall guide the voters in the voting process; <box>1339 1486 1719 1520</box>
section-15: SEC. 15. Posting of the List of Applicants and Filing of Opposition. - Upon receipt of the applications mentioned in Section 14 above and after the last day of the period for filing of applications, the EO shall observe the procedures mentioned in Sections 9 and 10 hereof. <box>1310 60 1719 94</box>
resolution-header <box>443 647 844 767</box>
